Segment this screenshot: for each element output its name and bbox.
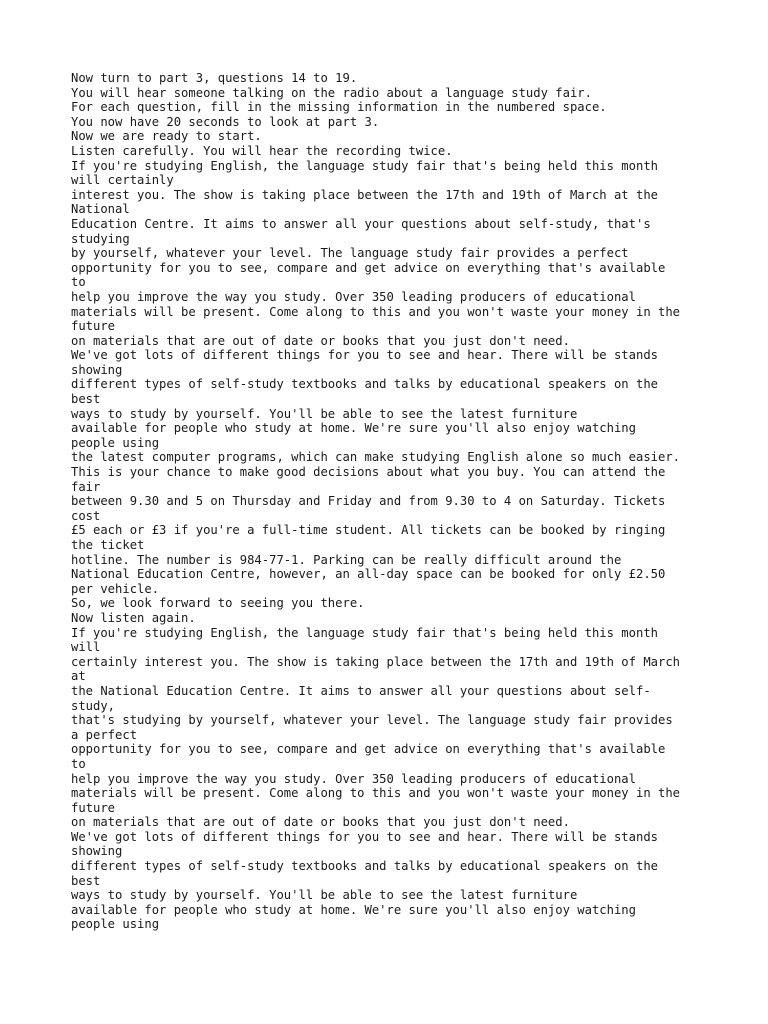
transcript-line: materials will be present. Come along to this and you won't waste your money in the [71, 304, 681, 319]
transcript-text [71, 71, 761, 932]
transcript-line: by yourself, whatever your level. The language study fair provides a perfect [71, 246, 629, 261]
transcript-line: the ticket [71, 538, 145, 552]
transcript-line: So, we look forward to seeing you there. [71, 596, 365, 611]
transcript-line: Education Centre. It aims to answer all your questions about self-study, that's [71, 216, 651, 231]
transcript-line: This is your chance to make good decisions about what you buy. You can attend the [71, 465, 666, 480]
transcript-line: to [71, 756, 86, 771]
transcript-line: Listen carefully. You will hear the recording twice. [71, 143, 453, 158]
transcript-line: ways to study by yourself. You'll be able to see the latest furniture [71, 888, 578, 903]
transcript-line: different types of self-study textbooks and talks by educational speakers on the [71, 859, 658, 874]
transcript-line: opportunity for you to see, compare and get advice on everything that's available [71, 742, 666, 757]
transcript-line: National [71, 202, 130, 217]
transcript-line: on materials that are out of date or books that you just don't need. [71, 333, 570, 348]
transcript-line: hotline. The number is 984-77-1. Parking can be really difficult around the [71, 552, 622, 567]
transcript-line: You will hear someone talking on the radio about a language study fair. [71, 85, 592, 100]
transcript-line: We've got lots of different things for you to see and hear. There will be stands [71, 348, 658, 363]
transcript-line: available for people who study at home. We're sure you'll also enjoy watching [71, 902, 636, 917]
transcript-line: a perfect [71, 727, 138, 742]
transcript-line: people using [71, 917, 160, 932]
transcript-line: showing [71, 362, 123, 377]
transcript-line: Now listen again. [71, 610, 196, 625]
transcript-line: £5 each or £3 if you're a full-time student. All tickets can be booked by ringing [71, 523, 666, 538]
transcript-line: You now have 20 seconds to look at part 3. [71, 114, 380, 129]
transcript-line: to [71, 275, 86, 290]
transcript-line: We've got lots of different things for you to see and hear. There will be stands [71, 829, 658, 844]
transcript-line: study, [71, 698, 116, 713]
transcript-line: help you improve the way you study. Over 350 leading producers of educational [71, 289, 636, 304]
transcript-line: the National Education Centre. It aims to answer all your questions about self- [71, 683, 651, 698]
transcript-line: future [71, 319, 116, 334]
transcript-line: Now we are ready to start. [71, 129, 262, 144]
transcript-line: different types of self-study textbooks and talks by educational speakers on the [71, 377, 658, 392]
transcript-line: If you're studying English, the language study fair that's being held this month [71, 625, 658, 640]
transcript-line: Now turn to part 3, questions 14 to 19. [71, 71, 358, 85]
transcript-line: cost [71, 508, 101, 523]
transcript-line: best [71, 873, 101, 888]
transcript-line: per vehicle. [71, 581, 160, 596]
transcript-line: at [71, 669, 86, 684]
transcript-line: studying [71, 231, 130, 246]
transcript-line: materials will be present. Come along to this and you won't waste your money in the [71, 786, 681, 801]
transcript-line: interest you. The show is taking place between the 17th and 19th of March at the [71, 187, 658, 202]
transcript-line: For each question, fill in the missing information in the numbered space. [71, 100, 607, 115]
transcript-line: the latest computer programs, which can make studying English alone so much easier. [71, 450, 681, 465]
transcript-line: opportunity for you to see, compare and get advice on everything that's available [71, 260, 666, 275]
transcript-line: If you're studying English, the language study fair that's being held this month [71, 158, 658, 173]
transcript-line: future [71, 800, 116, 815]
transcript-line: fair [71, 479, 101, 494]
transcript-line: on materials that are out of date or books that you just don't need. [71, 815, 570, 830]
transcript-line: help you improve the way you study. Over 350 leading producers of educational [71, 771, 636, 786]
transcript-line: National Education Centre, however, an all-day space can be booked for only £2.50 [71, 567, 666, 582]
transcript-line: will [71, 640, 101, 655]
transcript-line: between 9.30 and 5 on Thursday and Friday and from 9.30 to 4 on Saturday. Tickets [71, 494, 666, 509]
transcript-line: people using [71, 435, 160, 450]
transcript-line: ways to study by yourself. You'll be able to see the latest furniture [71, 406, 578, 421]
transcript-line: that's studying by yourself, whatever your level. The language study fair provides [71, 713, 673, 728]
transcript-line: will certainly [71, 173, 174, 188]
transcript-line: best [71, 392, 101, 407]
transcript-line: certainly interest you. The show is taking place between the 17th and 19th of March [71, 654, 681, 669]
transcript-line: available for people who study at home. We're sure you'll also enjoy watching [71, 421, 636, 436]
transcript-line: showing [71, 844, 123, 859]
